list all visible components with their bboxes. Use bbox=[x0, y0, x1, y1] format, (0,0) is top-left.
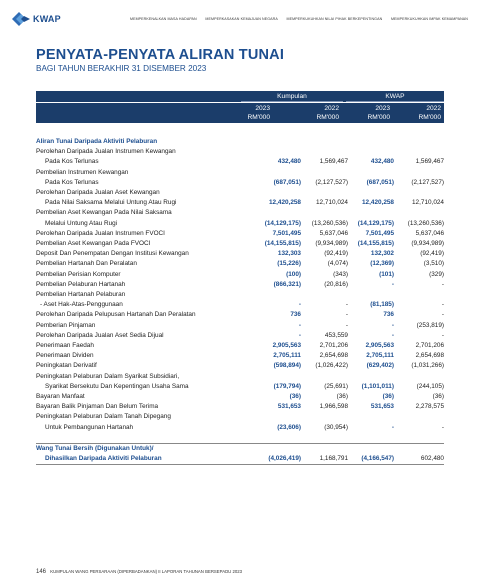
row-label: Dihasilkan Daripada Aktiviti Pelaburan bbox=[36, 454, 240, 465]
cell-value: (14,129,175) bbox=[357, 219, 394, 227]
cell-value: - bbox=[441, 311, 444, 319]
cell-value: (23,606) bbox=[277, 423, 301, 431]
table-row bbox=[36, 423, 444, 433]
table-row bbox=[36, 157, 444, 167]
cell-value: (179,794) bbox=[273, 382, 301, 390]
cell-value: (343) bbox=[333, 270, 348, 278]
cell-value: 7,501,495 bbox=[272, 229, 301, 237]
table-row bbox=[36, 137, 444, 147]
table-row bbox=[36, 454, 444, 465]
kwap-logo bbox=[12, 12, 61, 26]
cell-value bbox=[348, 168, 394, 178]
header-unit: RM'000 bbox=[367, 114, 390, 121]
cell-value: (14,155,815) bbox=[264, 240, 301, 248]
cell-value: - bbox=[345, 321, 348, 329]
header-rule bbox=[346, 101, 444, 102]
cell-value: 7,501,495 bbox=[365, 229, 394, 237]
header-year: 2023 bbox=[375, 105, 390, 112]
cell-value: (36) bbox=[336, 393, 348, 401]
cell-value: - bbox=[391, 331, 394, 339]
cell-value: (36) bbox=[432, 393, 444, 401]
cell-value: 736 bbox=[383, 311, 394, 319]
cell-value bbox=[240, 290, 301, 300]
cell-value bbox=[240, 208, 301, 218]
cell-value bbox=[394, 188, 444, 198]
table-row bbox=[36, 361, 444, 371]
cell-value: - bbox=[391, 280, 394, 288]
nav-item: MEMPERKASAKAN KEMAJUAN NEGARA bbox=[205, 17, 278, 21]
cell-value: (629,402) bbox=[366, 362, 394, 370]
row-label: Peningkatan Pelaburan Dalam Tanah Dipegang bbox=[36, 413, 171, 421]
header-rule bbox=[241, 101, 343, 102]
cell-value: - bbox=[441, 331, 444, 339]
cell-value bbox=[394, 208, 444, 218]
cell-value: 2,905,563 bbox=[272, 342, 301, 350]
row-label: Pada Nilai Saksama Melalui Untung Atau Rugi bbox=[45, 199, 177, 207]
cell-value: 132,303 bbox=[277, 250, 301, 258]
cell-value: 432,480 bbox=[277, 158, 301, 166]
cell-value bbox=[240, 147, 301, 157]
row-label: Pembelian Instrumen Kewangan bbox=[36, 168, 129, 176]
cell-value: (1,101,011) bbox=[361, 382, 394, 390]
cell-value bbox=[348, 290, 394, 300]
row-label: Penerimaan Faedah bbox=[36, 342, 94, 350]
cell-value bbox=[348, 208, 394, 218]
row-label: Perolehan Daripada Jualan Aset Sedia Dijual bbox=[36, 331, 164, 339]
row-label: Bayaran Manfaat bbox=[36, 393, 85, 401]
cell-value: - bbox=[441, 280, 444, 288]
table-header-years bbox=[36, 103, 444, 123]
cell-value: (13,260,536) bbox=[311, 219, 348, 227]
cell-value: (36) bbox=[382, 393, 394, 401]
row-label: Aliran Tunai Daripada Aktiviti Pelaburan bbox=[36, 138, 158, 145]
table-row bbox=[36, 280, 444, 290]
cell-value: 602,480 bbox=[394, 454, 444, 465]
table-row bbox=[36, 147, 444, 157]
cell-value bbox=[240, 168, 301, 178]
cell-value: (12,369) bbox=[370, 260, 394, 268]
cell-value bbox=[394, 444, 444, 455]
table-header-groups bbox=[36, 91, 444, 102]
cell-value bbox=[240, 372, 301, 382]
cell-value: (1,026,422) bbox=[315, 362, 348, 370]
row-label: Untuk Pembangunan Hartanah bbox=[45, 423, 134, 431]
row-label: Perolehan Daripada Jualan Aset Kewangan bbox=[36, 189, 160, 197]
cell-value bbox=[240, 444, 301, 455]
row-label: Pemberian Pinjaman bbox=[36, 321, 96, 329]
table-row bbox=[36, 208, 444, 218]
cell-value: (13,260,536) bbox=[407, 219, 444, 227]
cell-value: (329) bbox=[429, 270, 444, 278]
table-row bbox=[36, 372, 444, 382]
table-row bbox=[36, 412, 444, 422]
table-row bbox=[36, 239, 444, 249]
cell-value: 531,653 bbox=[277, 403, 301, 411]
row-label: Pada Kos Terlunas bbox=[45, 178, 99, 186]
nav-item: MEMPERKENALKAN MASA HADAPAN bbox=[130, 17, 197, 21]
header-unit: RM'000 bbox=[418, 114, 441, 121]
cell-value: 12,420,258 bbox=[269, 199, 301, 207]
row-label: Perolehan Daripada Pelupusan Hartanah Dan Peralatan bbox=[36, 311, 196, 319]
table-row bbox=[36, 351, 444, 361]
cell-value bbox=[301, 147, 348, 157]
table-row bbox=[36, 198, 444, 208]
cell-value bbox=[301, 444, 348, 455]
kwap-logo-icon bbox=[12, 12, 30, 26]
cell-value bbox=[301, 188, 348, 198]
table-row bbox=[36, 310, 444, 320]
cell-value: 5,637,046 bbox=[415, 229, 444, 237]
cell-value: 432,480 bbox=[370, 158, 394, 166]
row-label: Pembelian Aset Kewangan Pada Nilai Saksama bbox=[36, 209, 172, 217]
cell-value: (9,934,989) bbox=[411, 240, 444, 248]
cell-value: 1,569,467 bbox=[319, 158, 348, 166]
cell-value: 2,701,206 bbox=[319, 342, 348, 350]
cell-value bbox=[301, 290, 348, 300]
cell-value bbox=[394, 168, 444, 178]
row-label: Perolehan Daripada Jualan Instrumen Kewangan bbox=[36, 148, 176, 156]
header-group-kumpulan: Kumpulan bbox=[277, 93, 307, 100]
cell-value: (20,816) bbox=[324, 280, 348, 288]
table-row bbox=[36, 300, 444, 310]
header-group-kwap: KWAP bbox=[385, 93, 405, 100]
cell-value bbox=[394, 147, 444, 157]
cell-value: (687,051) bbox=[366, 178, 394, 186]
cell-value: - bbox=[391, 423, 394, 431]
cell-value: 12,710,024 bbox=[316, 199, 348, 207]
cell-value bbox=[301, 208, 348, 218]
row-label: Pembelian Perisian Komputer bbox=[36, 270, 121, 278]
cell-value: (15,226) bbox=[277, 260, 301, 268]
cell-value bbox=[240, 137, 301, 147]
table-row bbox=[36, 392, 444, 402]
cell-value: (92,419) bbox=[324, 250, 348, 258]
logo-text: KWAP bbox=[33, 14, 61, 24]
cell-value: - bbox=[441, 423, 444, 431]
footer-text: KUMPULAN WANG PERSARAAN (DIPERBADANKAN) II LAPORAN TAHUNAN BERSEPADU 2023 bbox=[50, 569, 243, 574]
cell-value: (598,894) bbox=[273, 362, 301, 370]
cell-value: (4,074) bbox=[327, 260, 348, 268]
table-row bbox=[36, 331, 444, 341]
cell-value: (101) bbox=[379, 270, 394, 278]
cell-value: 1,168,791 bbox=[301, 454, 348, 465]
table-row bbox=[36, 433, 444, 444]
cell-value: 736 bbox=[290, 311, 301, 319]
cell-value bbox=[394, 372, 444, 382]
table-row bbox=[36, 321, 444, 331]
nav-item: MEMPERKUKUHKAN NILAI PIHAK BERKEPENTINGAN bbox=[286, 17, 383, 21]
cell-value bbox=[240, 433, 301, 444]
cell-value: (244,105) bbox=[416, 382, 444, 390]
row-label: Pembelian Hartanah Pelaburan bbox=[36, 291, 126, 299]
table-row bbox=[36, 219, 444, 229]
cell-value bbox=[348, 147, 394, 157]
cell-value: (2,127,527) bbox=[315, 178, 348, 186]
table-row bbox=[36, 249, 444, 259]
row-label: Peningkatan Derivatif bbox=[36, 362, 97, 370]
cell-value bbox=[348, 433, 394, 444]
cell-value: - bbox=[298, 301, 301, 309]
cell-value bbox=[301, 412, 348, 422]
cell-value: (687,051) bbox=[273, 178, 301, 186]
nav-item: MEMPERKUKUHKAN IMPAK KEMAMPANAN bbox=[390, 17, 468, 21]
header-unit: RM'000 bbox=[247, 114, 270, 121]
cell-value bbox=[394, 137, 444, 147]
row-label: Bayaran Balik Pinjaman Dan Belum Terima bbox=[36, 403, 159, 411]
table-row bbox=[36, 178, 444, 188]
table-row bbox=[36, 229, 444, 239]
table-row bbox=[36, 270, 444, 280]
page-title: PENYATA-PENYATA ALIRAN TUNAI bbox=[36, 47, 285, 63]
table-row bbox=[36, 259, 444, 269]
table-row bbox=[36, 444, 444, 455]
cell-value: (92,419) bbox=[420, 250, 444, 258]
cell-value bbox=[240, 188, 301, 198]
cell-value: (2,127,527) bbox=[411, 178, 444, 186]
cell-value bbox=[348, 444, 394, 455]
top-navigation bbox=[130, 17, 468, 21]
cell-value: (100) bbox=[286, 270, 301, 278]
table-row bbox=[36, 341, 444, 351]
cell-value bbox=[348, 137, 394, 147]
row-label: Pada Kos Terlunas bbox=[45, 158, 99, 166]
row-label: Deposit Dan Penempatan Dengan Institusi Kewangan bbox=[36, 250, 189, 258]
cell-value: (4,026,419) bbox=[240, 454, 301, 465]
cell-value: (25,691) bbox=[324, 382, 348, 390]
cell-value: (253,819) bbox=[416, 321, 444, 329]
cell-value: (866,321) bbox=[273, 280, 301, 288]
cell-value: - bbox=[345, 301, 348, 309]
cell-value: 1,966,598 bbox=[319, 403, 348, 411]
header-year: 2022 bbox=[426, 105, 441, 112]
cell-value: 453,559 bbox=[324, 331, 348, 339]
cash-flow-table bbox=[36, 137, 444, 465]
page-footer bbox=[36, 569, 242, 575]
cell-value bbox=[301, 433, 348, 444]
row-label bbox=[36, 433, 240, 444]
cell-value: (36) bbox=[289, 393, 301, 401]
table-row bbox=[36, 402, 444, 412]
cell-value: 2,654,698 bbox=[319, 352, 348, 360]
cell-value: - bbox=[298, 331, 301, 339]
table-row bbox=[36, 188, 444, 198]
cell-value bbox=[301, 372, 348, 382]
cell-value bbox=[348, 372, 394, 382]
cell-value bbox=[301, 137, 348, 147]
row-label: - Aset Hak-Atas-Penggunaan bbox=[40, 301, 123, 309]
cell-value: - bbox=[441, 301, 444, 309]
cell-value: - bbox=[298, 321, 301, 329]
cell-value: 132,302 bbox=[370, 250, 394, 258]
cell-value bbox=[240, 412, 301, 422]
cell-value: 2,705,111 bbox=[366, 352, 394, 360]
cell-value: 2,705,111 bbox=[273, 352, 301, 360]
row-label: Pembelian Pelaburan Hartanah bbox=[36, 280, 126, 288]
row-label: Melalui Untung Atau Rugi bbox=[45, 219, 118, 227]
cell-value: - bbox=[345, 311, 348, 319]
cell-value: 12,710,024 bbox=[412, 199, 444, 207]
cell-value: (14,129,175) bbox=[264, 219, 301, 227]
cell-value: (3,510) bbox=[423, 260, 444, 268]
cell-value: (4,166,547) bbox=[348, 454, 394, 465]
cell-value bbox=[301, 168, 348, 178]
row-label: Penerimaan Dividen bbox=[36, 352, 94, 360]
row-label: Pembelian Aset Kewangan Pada FVOCI bbox=[36, 240, 151, 248]
cell-value: (30,954) bbox=[324, 423, 348, 431]
cell-value: (9,934,989) bbox=[315, 240, 348, 248]
table-row bbox=[36, 382, 444, 392]
cell-value: 531,653 bbox=[370, 403, 394, 411]
page-number: 146 bbox=[36, 569, 47, 575]
cell-value: (81,185) bbox=[370, 301, 394, 309]
header-year: 2023 bbox=[255, 105, 270, 112]
header-unit: RM'000 bbox=[316, 114, 339, 121]
table-row bbox=[36, 168, 444, 178]
cell-value: (1,031,266) bbox=[411, 362, 444, 370]
cell-value: - bbox=[391, 321, 394, 329]
row-label: Wang Tunai Bersih (Digunakan Untuk)/ bbox=[36, 444, 240, 455]
cell-value bbox=[348, 188, 394, 198]
page-subtitle: BAGI TAHUN BERAKHIR 31 DISEMBER 2023 bbox=[36, 64, 207, 73]
row-label: Pembelian Hartanah Dan Peralatan bbox=[36, 260, 137, 268]
row-label: Perolehan Daripada Jualan Instrumen FVOCI bbox=[36, 229, 165, 237]
row-label: Peningkatan Pelaburan Dalam Syarikat Subsidiari, bbox=[36, 372, 180, 380]
cell-value: (14,155,815) bbox=[357, 240, 394, 248]
cell-value: 2,905,563 bbox=[365, 342, 394, 350]
cell-value bbox=[348, 412, 394, 422]
cell-value: 2,654,698 bbox=[415, 352, 444, 360]
row-label: Syarikat Bersekutu Dan Kepentingan Usaha Sama bbox=[45, 382, 189, 390]
cell-value: 5,637,046 bbox=[319, 229, 348, 237]
header-year: 2022 bbox=[324, 105, 339, 112]
cell-value bbox=[394, 412, 444, 422]
cell-value: 1,569,467 bbox=[415, 158, 444, 166]
cell-value bbox=[394, 433, 444, 444]
cell-value: 12,420,258 bbox=[362, 199, 394, 207]
cell-value bbox=[394, 290, 444, 300]
cell-value: 2,278,575 bbox=[415, 403, 444, 411]
table-row bbox=[36, 290, 444, 300]
cell-value: 2,701,206 bbox=[415, 342, 444, 350]
